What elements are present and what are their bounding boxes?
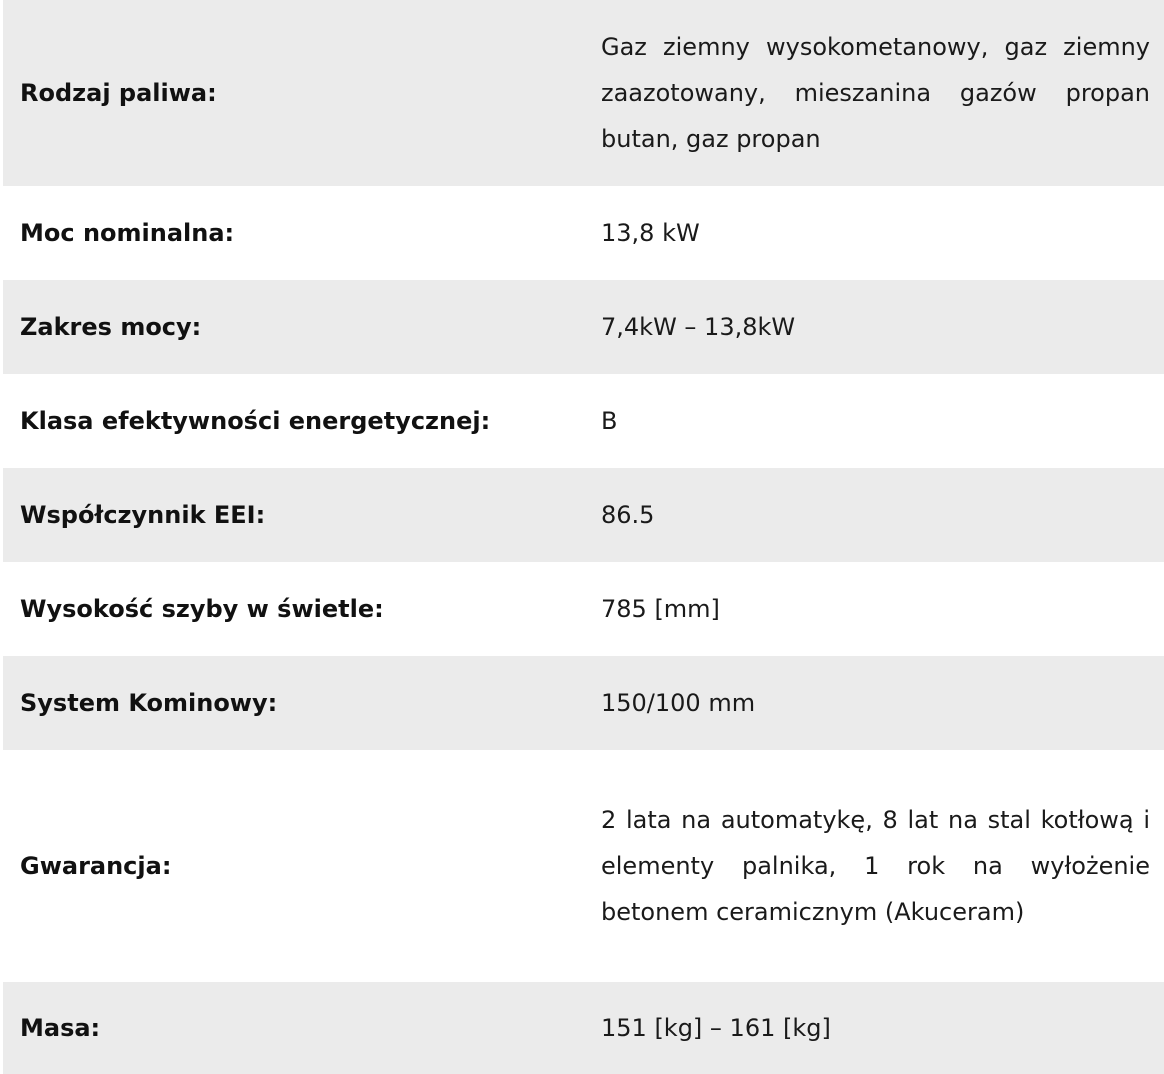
spec-value: 151 [kg] – 161 [kg] (583, 982, 1164, 1074)
spec-label: System Kominowy: (3, 656, 583, 750)
spec-row-nominal-power (3, 186, 1164, 280)
spec-label: Gwarancja: (3, 750, 583, 982)
spec-label: Moc nominalna: (3, 186, 583, 280)
spec-label: Wysokość szyby w świetle: (3, 562, 583, 656)
spec-row-eei (3, 468, 1164, 562)
spec-label: Masa: (3, 982, 583, 1074)
spec-row-chimney-system (3, 656, 1164, 750)
specifications-table (3, 0, 1164, 1074)
spec-row-fuel-type (3, 0, 1164, 186)
spec-row-mass (3, 982, 1164, 1074)
spec-label: Rodzaj paliwa: (3, 0, 583, 186)
spec-value: 150/100 mm (583, 656, 1164, 750)
spec-label: Współczynnik EEI: (3, 468, 583, 562)
spec-value (583, 750, 1164, 982)
spec-value: 785 [mm] (583, 562, 1164, 656)
spec-row-warranty (3, 750, 1164, 982)
spec-label: Zakres mocy: (3, 280, 583, 374)
spec-label: Klasa efektywności energetycznej: (3, 374, 583, 468)
spec-value-text: Gaz ziemny wysokometanowy, gaz ziemny zaazotowany, mieszanina gazów propan butan, gaz propan (601, 33, 1150, 153)
spec-value: 13,8 kW (583, 186, 1164, 280)
spec-row-glass-height (3, 562, 1164, 656)
spec-value: B (583, 374, 1164, 468)
spec-row-energy-class (3, 374, 1164, 468)
spec-value-text: 2 lata na automatykę, 8 lat na stal kotłową i elementy palnika, 1 rok na wyłożenie betonem ceramicznym (Akuceram) (601, 806, 1150, 926)
spec-row-power-range (3, 280, 1164, 374)
spec-value (583, 0, 1164, 186)
spec-value: 86.5 (583, 468, 1164, 562)
spec-value: 7,4kW – 13,8kW (583, 280, 1164, 374)
